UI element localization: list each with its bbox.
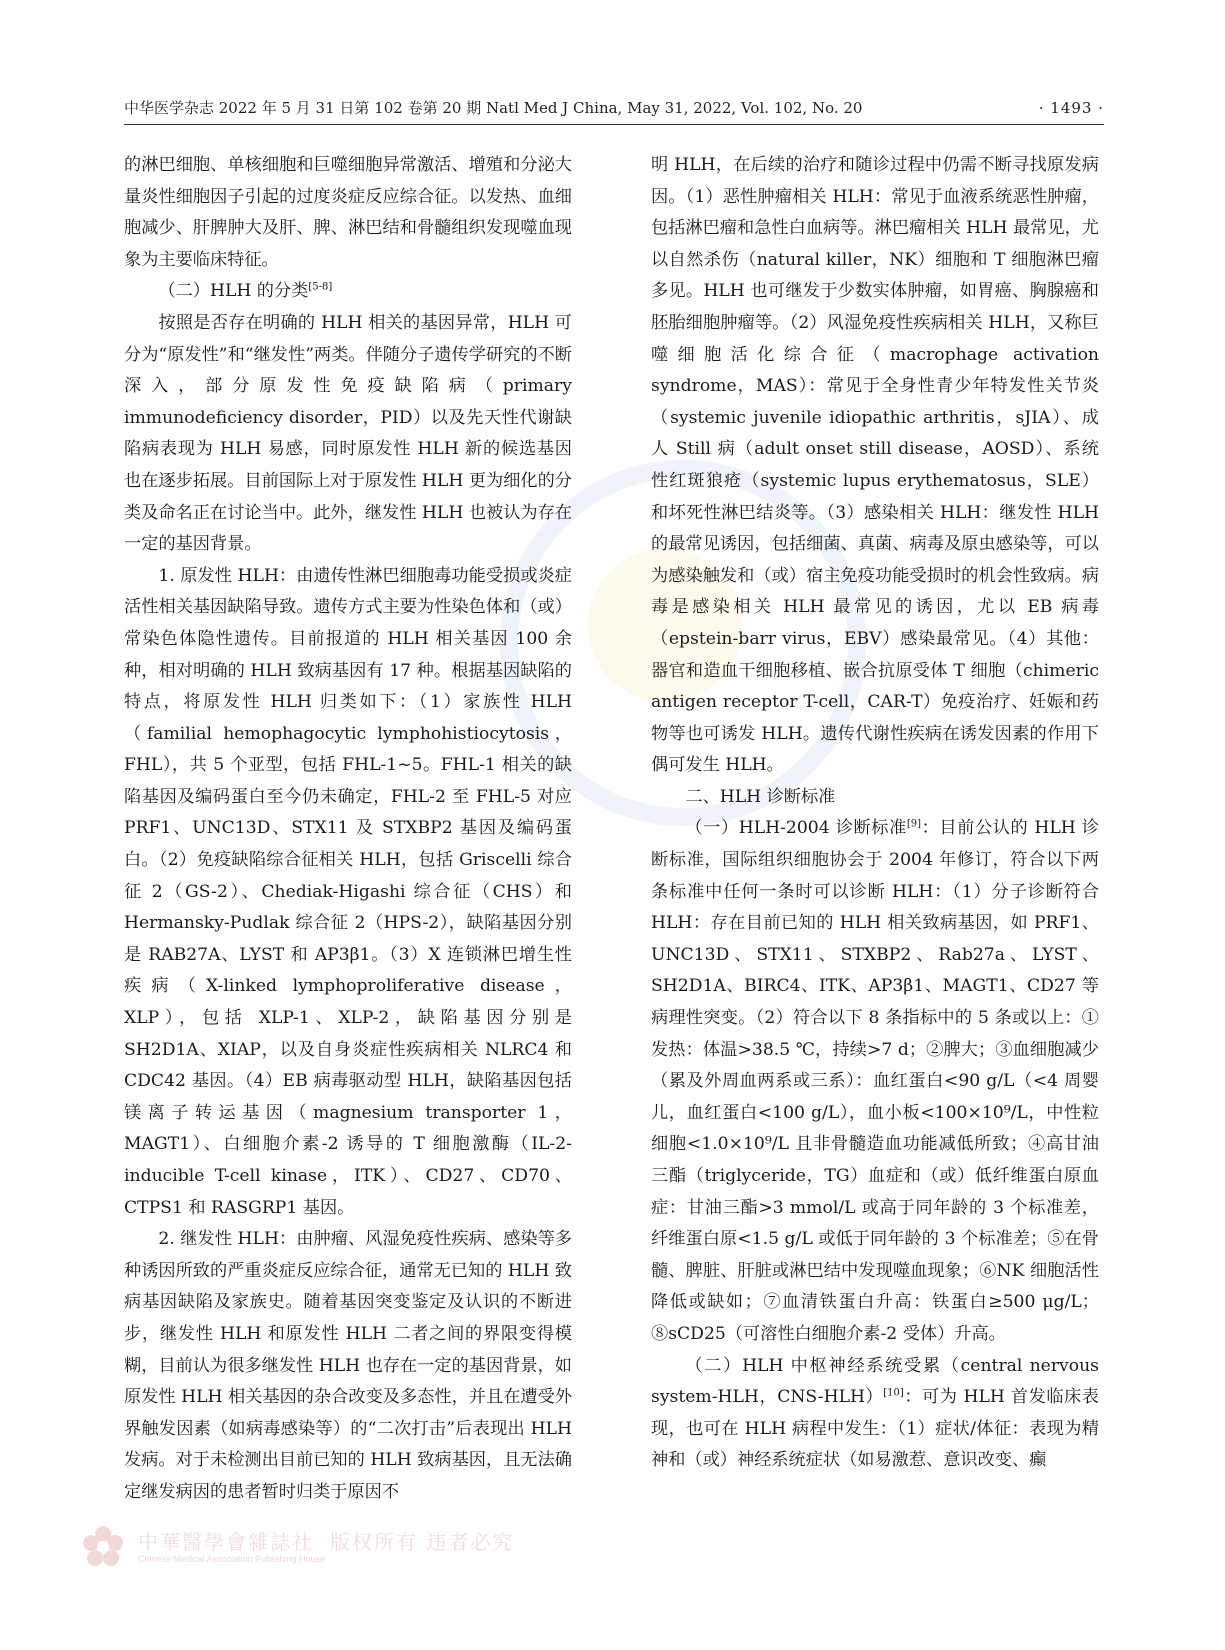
citation-ref: [5-8] [308,281,333,293]
flower-emblem-icon [80,1524,126,1570]
paragraph-text: ：可为 HLH 首发临床表现，也可在 HLH 病程中发生：（1）症状/体征：表现为精神和（或）神经系统症状（如易激惹、意识改变、癫 [651,1387,1099,1471]
body-paragraph [124,150,572,276]
publisher-logo [80,1520,515,1580]
section-heading [651,782,1099,814]
body-paragraph [124,561,572,1224]
paragraph-text: ：目前公认的 HLH 诊断标准，国际组织细胞协会于 2004 年修订，符合以下两条标准中任何一条时可以诊断 HLH：（1）分子诊断符合 HLH：存在目前已知的 HLH 相关致病基因，如 PRF1、UNC13D、STX11、STXBP2、Rab27a、LYST、SH2D1A、BIRC4、ITK、AP3β1、MAGT1、CD27 等病理性突变。（2）符合以下 8 条指标中的 5 条或以上：①发热：体温>38.5 ℃，持续>7 d；②脾大；③血细胞减少（累及外周血两系或三系）：血红蛋白<90 g/L（<4 周婴儿，血红蛋白<100 g/L），血小板<100×10⁹/L，中性粒细胞<1.0×10⁹/L 且非骨髓造血功能减低所致；④高甘油三酯（triglyceride，TG）血症和（或）低纤维蛋白原血症：甘油三酯>3 mmol/L 或高于同年龄的 3 个标准差，纤维蛋白原<1.5 g/L 或低于同年龄的 3 个标准差；⑤在骨髓、脾脏、肝脏或淋巴结中发现噬血现象；⑥NK 细胞活性降低或缺如；⑦血清铁蛋白升高：铁蛋白≥500 μg/L；⑧sCD25（可溶性白细胞介素-2 受体）升高。 [651,818,1099,1344]
subsection-title: （二）HLH 中枢神经系统受累（central nervous system-HLH，CNS-HLH） [651,1355,1099,1408]
heading-text: （二）HLH 的分类 [158,281,309,302]
header-rule [124,124,1104,125]
subsection-title: （一）HLH-2004 诊断标准 [685,818,907,839]
copyright-slogan: 版权所有 违者必究 [330,1530,515,1554]
page-number: · 1493 · [1038,99,1104,117]
citation-ref: [9] [906,818,922,830]
left-column [124,150,572,1509]
heading-text: 二、HLH 诊断标准 [685,786,836,807]
running-header [124,96,1104,120]
body-paragraph [651,813,1099,1350]
body-paragraph [124,1224,572,1508]
paragraph-text: 的淋巴细胞、单核细胞和巨噬细胞异常激活、增殖和分泌大量炎性细胞因子引起的过度炎症反应综合征。以发热、血细胞减少、肝脾肿大及肝、脾、淋巴结和骨髓组织发现噬血现象为主要临床特征。 [124,155,572,270]
journal-info: 中华医学杂志 2022 年 5 月 31 日第 102 卷第 20 期 Natl Med J China, May 31, 2022, Vol. 102, No. 20 [124,99,863,117]
section-heading [124,276,572,308]
body-paragraph [651,150,1099,782]
paragraph-text: 1. 原发性 HLH：由遗传性淋巴细胞毒功能受损或炎症活性相关基因缺陷导致。遗传方式主要为性染色体和（或）常染色体隐性遗传。目前报道的 HLH 相关基因 100 余种，相对明确的 HLH 致病基因有 17 种。根据基因缺陷的特点，将原发性 HLH 归类如下：（1）家族性 HLH（familial hemophagocytic lymphohistiocytosis，FHL），共 5 个亚型，包括 FHL-1~5。FHL-1 相关的缺陷基因及编码蛋白至今仍未确定，FHL-2 至 FHL-5 对应 PRF1、UNC13D、STX11 及 STXBP2 基因及编码蛋白。（2）免疫缺陷综合征相关 HLH，包括 Griscelli 综合征 2（GS-2）、Chediak-Higashi 综合征（CHS）和 Hermansky-Pudlak 综合征 2（HPS-2），缺陷基因分别是 RAB27A、LYST 和 AP3β1。（3）X 连锁淋巴增生性疾病（X-linked lymphoproliferative disease，XLP），包括 XLP-1、XLP-2，缺陷基因分别是 SH2D1A、XIAP，以及自身炎症性疾病相关 NLRC4 和 CDC42 基因。（4）EB 病毒驱动型 HLH，缺陷基因包括镁离子转运基因（magnesium transporter 1，MAGT1）、白细胞介素-2 诱导的 T 细胞激酶（IL-2-inducible T-cell kinase，ITK）、CD27、CD70、CTPS1 和 RASGRP1 基因。 [124,565,572,1218]
citation-ref: [10] [883,1387,904,1399]
paragraph-text: 明 HLH，在后续的治疗和随诊过程中仍需不断寻找原发病因。（1）恶性肿瘤相关 HLH：常见于血液系统恶性肿瘤，包括淋巴瘤和急性白血病等。淋巴瘤相关 HLH 最常见，尤以自然杀伤（natural killer，NK）细胞和 T 细胞淋巴瘤多见。HLH 也可继发于少数实体肿瘤，如胃癌、胸腺癌和胚胎细胞肿瘤等。（2）风湿免疫性疾病相关 HLH，又称巨噬细胞活化综合征（macrophage activation syndrome，MAS）：常见于全身性青少年特发性关节炎（systemic juvenile idiopathic arthritis，sJIA）、成人 Still 病（adult onset still disease，AOSD）、系统性红斑狼疮（systemic lupus erythematosus，SLE）和坏死性淋巴结炎等。（3）感染相关 HLH：继发性 HLH 的最常见诱因，包括细菌、真菌、病毒及原虫感染等，可以为感染触发和（或）宿主免疫功能受损时的机会性致病。病毒是感染相关 HLH 最常见的诱因，尤以 EB 病毒（epstein-barr virus，EBV）感染最常见。（4）其他：器官和造血干细胞移植、嵌合抗原受体 T 细胞（chimeric antigen receptor T-cell，CAR-T）免疫治疗、妊娠和药物等也可诱发 HLH。遗传代谢性疾病在诱发因素的作用下偶可发生 HLH。 [651,155,1099,776]
body-paragraph [651,1351,1099,1477]
publisher-name: 中華醫學會雜誌社 [138,1530,314,1554]
publisher-name-en: Chinese Medical Association Publishing House [138,1554,326,1564]
paragraph-text: 按照是否存在明确的 HLH 相关的基因异常，HLH 可分为“原发性”和“继发性”两类。伴随分子遗传学研究的不断深入，部分原发性免疫缺陷病（primary immunodeficiency disorder，PID）以及先天性代谢缺陷病表现为 HLH 易感，同时原发性 HLH 新的候选基因也在逐步拓展。目前国际上对于原发性 HLH 更为细化的分类及命名正在讨论当中。此外，继发性 HLH 也被认为存在一定的基因背景。 [124,312,572,555]
body-paragraph [124,308,572,561]
right-column [651,150,1099,1477]
paragraph-text: 2. 继发性 HLH：由肿瘤、风湿免疫性疾病、感染等多种诱因所致的严重炎症反应综合征，通常无已知的 HLH 致病基因缺陷及家族史。随着基因突变鉴定及认识的不断进步，继发性 HLH 和原发性 HLH 二者之间的界限变得模糊，目前认为很多继发性 HLH 也存在一定的基因背景，如原发性 HLH 相关基因的杂合改变及多态性，并且在遭受外界触发因素（如病毒感染等）的“二次打击”后表现出 HLH 发病。对于未检测出目前已知的 HLH 致病基因，且无法确定继发病因的患者暂时归类于原因不 [124,1229,572,1502]
